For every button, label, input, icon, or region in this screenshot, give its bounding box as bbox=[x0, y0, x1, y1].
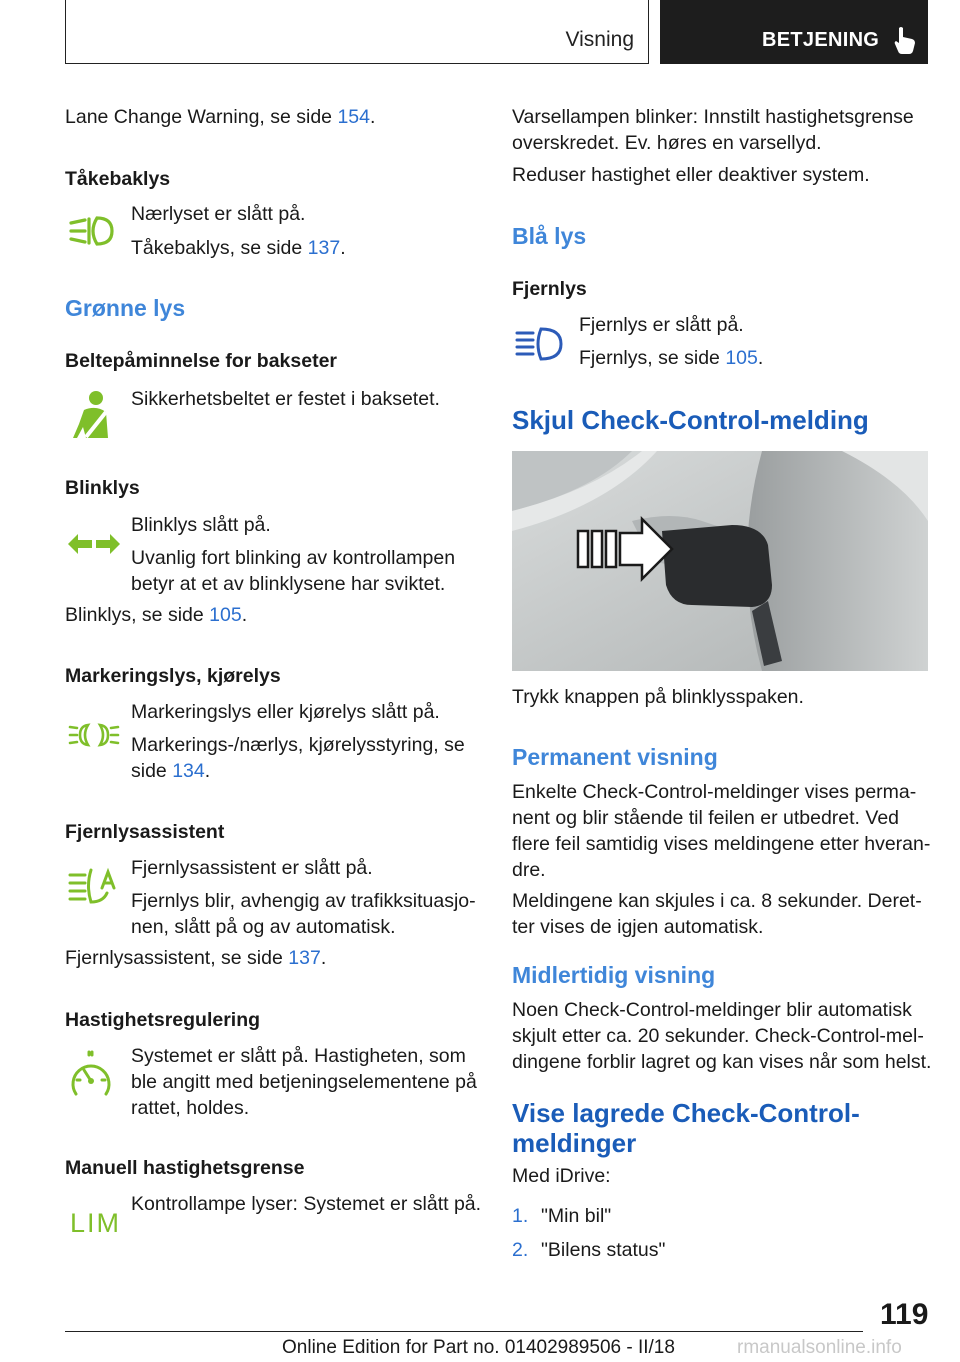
fog-title: Tåkebaklys bbox=[65, 168, 171, 190]
stored-heading-1: Vise lagrede Check-Control- bbox=[512, 1098, 860, 1128]
temporary-heading: Midlertidig visning bbox=[512, 962, 716, 988]
pointing-hand-icon bbox=[894, 26, 916, 54]
cruise-title: Hastighetsregulering bbox=[65, 1009, 261, 1031]
hba-title: Fjernlysassistent bbox=[65, 821, 225, 843]
limit-line1: Kontrollampe lyser: Systemet er slått på. bbox=[131, 1193, 482, 1215]
cruise-control-icon bbox=[68, 1050, 116, 1106]
rear-fog-light-icon bbox=[68, 213, 120, 249]
seatbelt-icon bbox=[72, 390, 112, 442]
temp-l3: dingene forblir lagret og kan vises når som helst. bbox=[512, 1051, 932, 1073]
footer-edition: Online Edition for Part no. 01402989506 - II/18 bbox=[282, 1337, 675, 1358]
high-beam-assistant-icon bbox=[68, 866, 120, 906]
high-beam-icon bbox=[514, 326, 568, 362]
footer-divider bbox=[65, 1331, 863, 1332]
temp-l2: skjult etter ca. 20 sekunder. Check-Control-mel- bbox=[512, 1025, 924, 1047]
fog-ref: Tåkebaklys, se side 137. bbox=[131, 237, 346, 259]
marker-line1: Markeringslys eller kjørelys slått på. bbox=[131, 701, 440, 723]
parking-light-icon bbox=[68, 722, 120, 748]
page-link-137b[interactable]: 137 bbox=[288, 947, 321, 969]
header-section-tab bbox=[65, 0, 649, 64]
cruise-line1: Systemet er slått på. Hastigheten, som bbox=[131, 1045, 466, 1067]
header-chapter-tab bbox=[660, 0, 928, 64]
perm-l3: flere feil samtidig vises meldingene etter hveran- bbox=[512, 833, 931, 855]
blink-line2a: Uvanlig fort blinking av kontrollampen bbox=[131, 547, 456, 569]
step-text: "Min bil" bbox=[541, 1205, 612, 1227]
highbeam-line1: Fjernlys er slått på. bbox=[579, 314, 744, 336]
fog-line1: Nærlyset er slått på. bbox=[131, 203, 306, 225]
stored-heading-2: meldinger bbox=[512, 1128, 637, 1158]
hba-line2b: nen, slått på og av automatisk. bbox=[131, 916, 396, 938]
blink-line1: Blinklys slått på. bbox=[131, 514, 271, 536]
page-link-137[interactable]: 137 bbox=[307, 237, 341, 259]
perm-l1: Enkelte Check-Control-meldinger vises perma- bbox=[512, 781, 917, 803]
highbeam-ref: Fjernlys, se side 105. bbox=[579, 347, 764, 369]
limit-title: Manuell hastighetsgrense bbox=[65, 1157, 305, 1179]
blink-ref: Blinklys, se side 105. bbox=[65, 604, 248, 626]
warn-line1: Varsellampen blinker: Innstilt hastighetsgrense bbox=[512, 106, 914, 128]
belt-title: Beltepåminnelse for bakseter bbox=[65, 350, 338, 372]
hba-ref: Fjernlysassistent, se side 137. bbox=[65, 947, 327, 969]
blink-title: Blinklys bbox=[65, 477, 140, 499]
lane-change-ref: Lane Change Warning, se side 154. bbox=[65, 106, 376, 128]
limiter-icon: LIM bbox=[70, 1208, 122, 1238]
step-number: 2. bbox=[512, 1239, 529, 1261]
header-chapter-label: BETJENING bbox=[762, 29, 880, 51]
marker-line2a: Markerings-/nærlys, kjørelysstyring, se bbox=[131, 734, 465, 756]
footer-watermark: rmanualsonline.info bbox=[737, 1337, 902, 1358]
marker-title: Markeringslys, kjørelys bbox=[65, 665, 281, 687]
photo-caption: Trykk knappen på blinklysspaken. bbox=[512, 686, 804, 708]
hba-line2a: Fjernlys blir, avhengig av trafikksituasjo- bbox=[131, 890, 476, 912]
highbeam-title: Fjernlys bbox=[512, 278, 587, 300]
page-link-105[interactable]: 105 bbox=[209, 604, 242, 626]
step-text: "Bilens status" bbox=[541, 1239, 666, 1261]
warn-line2: overskredet. Ev. høres en varsellyd. bbox=[512, 132, 822, 154]
page-link-134[interactable]: 134 bbox=[172, 760, 205, 782]
step-number: 1. bbox=[512, 1205, 529, 1227]
header-section-label: Visning bbox=[565, 28, 634, 51]
hba-line1: Fjernlysassistent er slått på. bbox=[131, 857, 373, 879]
cruise-line3: rattet, holdes. bbox=[131, 1097, 250, 1119]
green-lights-heading: Grønne lys bbox=[65, 295, 186, 321]
marker-ref: side 134. bbox=[131, 760, 211, 782]
turn-signal-lever-photo bbox=[512, 451, 928, 671]
warn-line3: Reduser hastighet eller deaktiver system. bbox=[512, 164, 870, 186]
belt-line1: Sikkerhetsbeltet er festet i baksetet. bbox=[131, 388, 440, 410]
page-number: 119 bbox=[880, 1298, 929, 1331]
page-link-105b[interactable]: 105 bbox=[725, 347, 758, 369]
page-link-154[interactable]: 154 bbox=[337, 106, 370, 128]
temp-l1: Noen Check-Control-meldinger blir automatisk bbox=[512, 999, 912, 1021]
blue-lights-heading: Blå lys bbox=[512, 223, 587, 249]
cruise-line2: ble angitt med betjeningselementene på bbox=[131, 1071, 477, 1093]
perm-l5: Meldingene kan skjules i ca. 8 sekunder. Deret- bbox=[512, 890, 922, 912]
blink-line2b: betyr at et av blinklysene har sviktet. bbox=[131, 573, 446, 595]
turn-signal-icon bbox=[66, 532, 122, 556]
perm-l6: ter vises de igjen automatisk. bbox=[512, 916, 764, 938]
hide-check-control-heading: Skjul Check-Control-melding bbox=[512, 405, 869, 435]
perm-l4: dre. bbox=[512, 859, 546, 881]
permanent-heading: Permanent visning bbox=[512, 744, 718, 770]
perm-l2: nent og blir stående til feilen er utbedret. Ved bbox=[512, 807, 900, 829]
stored-intro: Med iDrive: bbox=[512, 1165, 611, 1187]
